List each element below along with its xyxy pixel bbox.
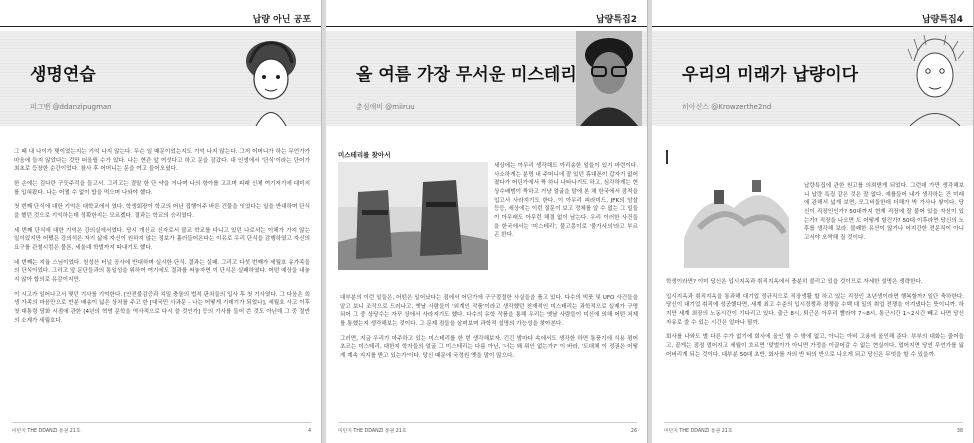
header-rule bbox=[326, 26, 647, 27]
header-rule bbox=[652, 26, 973, 27]
section-subhead: 미스테리를 찾아서 bbox=[338, 151, 391, 159]
author-portrait-sketch bbox=[902, 31, 968, 126]
article-title: 올 여름 가장 무서운 미스테리 bbox=[356, 65, 577, 85]
author-byline: 춘심애비 @miiruu bbox=[356, 103, 415, 111]
moai-statues-photo bbox=[338, 162, 488, 270]
drop-cap-mark bbox=[666, 150, 668, 164]
article-title: 생명연습 bbox=[30, 65, 96, 85]
article-body-column bbox=[494, 162, 638, 246]
footer-magazine: 미탄지 THE DDANZI 통권 21호 bbox=[338, 429, 407, 434]
paragraph: 세상에는 아무리 생각해도 아리송한 일들이 있기 마련이다. 사소하게는 분명 내 주머니에 잘 있던 휴대폰이 갑자기 없어졌다가 어딘가에서 짝 하니 나타나기도 하고, 심각하게는 현상수배범이 짝하고 거냥 얼굴을 말에 본 채 한국에서 잠적을 입고서 사라지기도 한다. 이 아무리 피라미드, JFK의 암살 등등, 세상에는 이런 질문이 보고 정체를 알 수 없는 그 일들이 아무래도 아무런 해결 없이 남는다. 우리 이러한 사건들을 한국에서는 '미스테리', 물고몽이로 '불가사의'라고 부르곤 한다. bbox=[494, 163, 638, 239]
page-number: 4 bbox=[307, 429, 311, 434]
article-body bbox=[340, 294, 638, 367]
page-1 bbox=[0, 0, 322, 443]
footer-rule bbox=[12, 422, 311, 423]
paragraph: 첫 번째 단식에 대한 기억은 대학교에서 였다. 학생회장이 학교의 어난 집행이주 바른 건물을 잇었다는 일을 반대하며 단식을 했던 것으로 기억하는데 정확한지는 모르겠다. 결과는 학교의 승리였다. bbox=[14, 204, 310, 219]
author-portrait-photo bbox=[576, 31, 642, 126]
paragraph: 그 때 내 나이가 몇이었는지는 기억 나지 않는다. 무슨 일 때문이었는지도 기억 나지 않는다. 그저 어머니가 하는 무언가가 마음에 들지 않았다는 것만 떠올릴 수가 있다. 나는 현관 앞 여섯다고 하고 문을 잠갔다. 내 인생에서 '단식'이라는 단어가 최초로 등장한 순간이었다. 참사 후 어머니는 문을 여고 들어오셨다. bbox=[14, 149, 311, 173]
paragraph: 이 시고가 일어나고서 몇던 기사를 기억한다. [안전불감증과 치밀 충돌의 법적 판처들의 입사 후 첫 기사였다. 그 다음은 희생 가족의 마음만으로 반분 배송이 넓은 상처를 주고 한 [대국민 사과문 - 나는 어떻게 기레기가 되었나], 세월호 사고 이후 첫 대통령 담화 시점에 관한 [4년의 혁명 문학을 역사적으로 다시 쓸 것인가] 등의 기사를 들어 쓴 것도 아닌데 그 중 절반의 소제가 세월호다. bbox=[14, 291, 310, 324]
article-body bbox=[666, 278, 964, 365]
author-byline: 피그맨 @ddanzipugman bbox=[30, 103, 112, 111]
page-number: 38 bbox=[956, 429, 963, 434]
footer-magazine: 미탄지 THE DDANZI 통권 21호 bbox=[12, 429, 81, 434]
header-rule bbox=[0, 26, 321, 27]
paragraph: 학생이라면? 이미 당신은 입시지옥과 취직지옥에서 충분히 불리고 있을 것이므로 자세한 설명은 생략한다. bbox=[666, 279, 923, 285]
paragraph: 한 손에는 김다란 구둣주걱을 들고서. 그리고는 결말 한 단 약을 거나며 나의 항아를 고프며 피래 신체 여기저기에 대미지를 입혀왔다. 나는 어쩔 수 없이 밥을 먹으며 나와야 했다. bbox=[14, 180, 310, 196]
author-byline: 히아신스 @Krowzerthe2nd bbox=[682, 103, 772, 111]
section-label: 납량특집4 bbox=[921, 15, 963, 25]
section-label: 납량특집2 bbox=[595, 15, 637, 25]
article-body-column bbox=[804, 182, 964, 249]
paragraph: 그러면, 지금 우리가 마주하고 있는 미스테리를 한 번 생각해보자. 긴긴 밤마다 속에서도 생각한 하면 통풍기에 식용 평어 초코는 미스테리, 대한지 학자들의 얼굴 그 미스테리는 다름 아닌, '너는 왜 뭐인 없는가?' 이 바라, '도대체 이 정권은 어떻게 계속 지지를 받고 있는가'이다. 당신 때문에 국정원 옛을 말이 많으다. bbox=[340, 335, 638, 359]
section-label: 납량 아닌 공포 bbox=[252, 15, 311, 25]
paragraph: 입시지옥과 취직지옥을 통과해 대기업 정규직으로 직장생활 할 하고 있는 직장인 초년생이라면 행복할까? 일단 축하한다. 당신이 대기업 취직에 성공했다면, 세계 최고 수준의 입시경쟁과 경쟁을 수백 대 일의 취업 전쟁을 이겨냈다는 뜻이니까. 하지만 세계 최장의 노동시간이 기다리고 있다. 출근 8시, 퇴근은 아무리 빨라야 7~8시, 통근시간 1~2시간 빼고 나면 당신 자유로 쓸 수 있는 시간은 얼마나 될까. bbox=[666, 293, 964, 326]
footer-magazine: 미탄지 THE DDANZI 통권 21호 bbox=[664, 429, 733, 434]
page-2 bbox=[326, 0, 648, 443]
paragraph: 네 번째는 지율 스님이었다. 천성산 터널 공사에 반대하며 실시한 단식. 결과는 실패. 그리고 다섯 번째가 세월호 유가족들의 단식이었다. 그리고 앞 문단들과의 통일성을 위하여 여기에도 결과를 써놓자면 이 단식은 실패하였다. 어떤 예상을 내놓지 않아 합의로 유감이지만. bbox=[14, 259, 310, 283]
article-body bbox=[14, 148, 310, 331]
page-3 bbox=[652, 0, 974, 443]
article-title: 우리의 미래가 납량이다 bbox=[682, 65, 859, 85]
page-number: 26 bbox=[630, 429, 637, 434]
paragraph: 대부분의 이런 일들은, 어떤은 일어났다는 점에서 어딘가에 구구절절한 사실들을 품고 있다. 다수의 빅풋 및 UFO 사건들을 알고 보니 조작으로 드러나고, 옛날 사람들이 '외계인 작품'이라고 생각했던 천재적인 미스테리는 과학적으로 실제가 구명되어 그 중 상당수는 자꾸 상에서 사라지기도 했다. 다수의 유학 작품을 통해 우리는 옛날 사람들이 미신에 의해 어떤 처제를 통했는지 생각해보는 것이다. 그 문제 점들을 살펴보며 과학적 설명의 가능성을 찾아본다. bbox=[340, 295, 639, 327]
footer-rule bbox=[664, 422, 963, 423]
author-portrait-illustration bbox=[236, 31, 306, 126]
paragraph: 세 번째 단식에 대한 기억은 강의실에서였다. 당시 개신교 신자로서 불교 학교를 다니고 있던 나로서는 이해가 가지 않는 일이었지만 어쨌든 강의석은 자기 삶에 자신이 원하지 않는 정보가 흘러들어온다는 이유로 우리 단식을 감행하였고 자신의 요구를 관철시킴은 물론, 세울대 학벌까지 따내기도 했다. bbox=[14, 227, 310, 251]
footer-rule bbox=[338, 422, 637, 423]
paragraph: 회사를 나와도 별 다른 수가 없기에 회사에 올인 할 수 밖에 없고, 아니는 아비 고용에 올인해 준다. 부부의 대화는 줄어들고, 끝게는 점점 멀어지고 세월이 흐르면 '맞벌이가 아니면 가정을 이끌어갈 수 없는 현실이다. 멀어지면 당연 무언가를 잃어버리게 되는 것이다. 대부분 50대 초반, 회사를 자의 반 타의 반으로 나오게 되고 당신은 무엇을 할 수 있을까. bbox=[666, 334, 964, 358]
paragraph: 납량특집에 관한 원고를 의뢰받게 되었다. 그런데 가만 생각해보니 납량 특집 같은 것은 잘 없다. 예를들어 내가 생각하는 건 미래에 관해서 넓게 보면, 모그비들한데 더해가 박 가사나 쌓이다. 당신이 직장인인가? 50대까지 현재 직장에 잘 붙어 있을 자신이 있는가? 직장을 나오면 도 어떻게 할건가? 50대 이후라면 당신의 노후를 생각해 보라. 불쾌한 유산이 많거나 어지간한 전문직이 아니고서야 오싹해 질 것이다. bbox=[804, 183, 964, 241]
factory-illustration bbox=[674, 168, 794, 268]
